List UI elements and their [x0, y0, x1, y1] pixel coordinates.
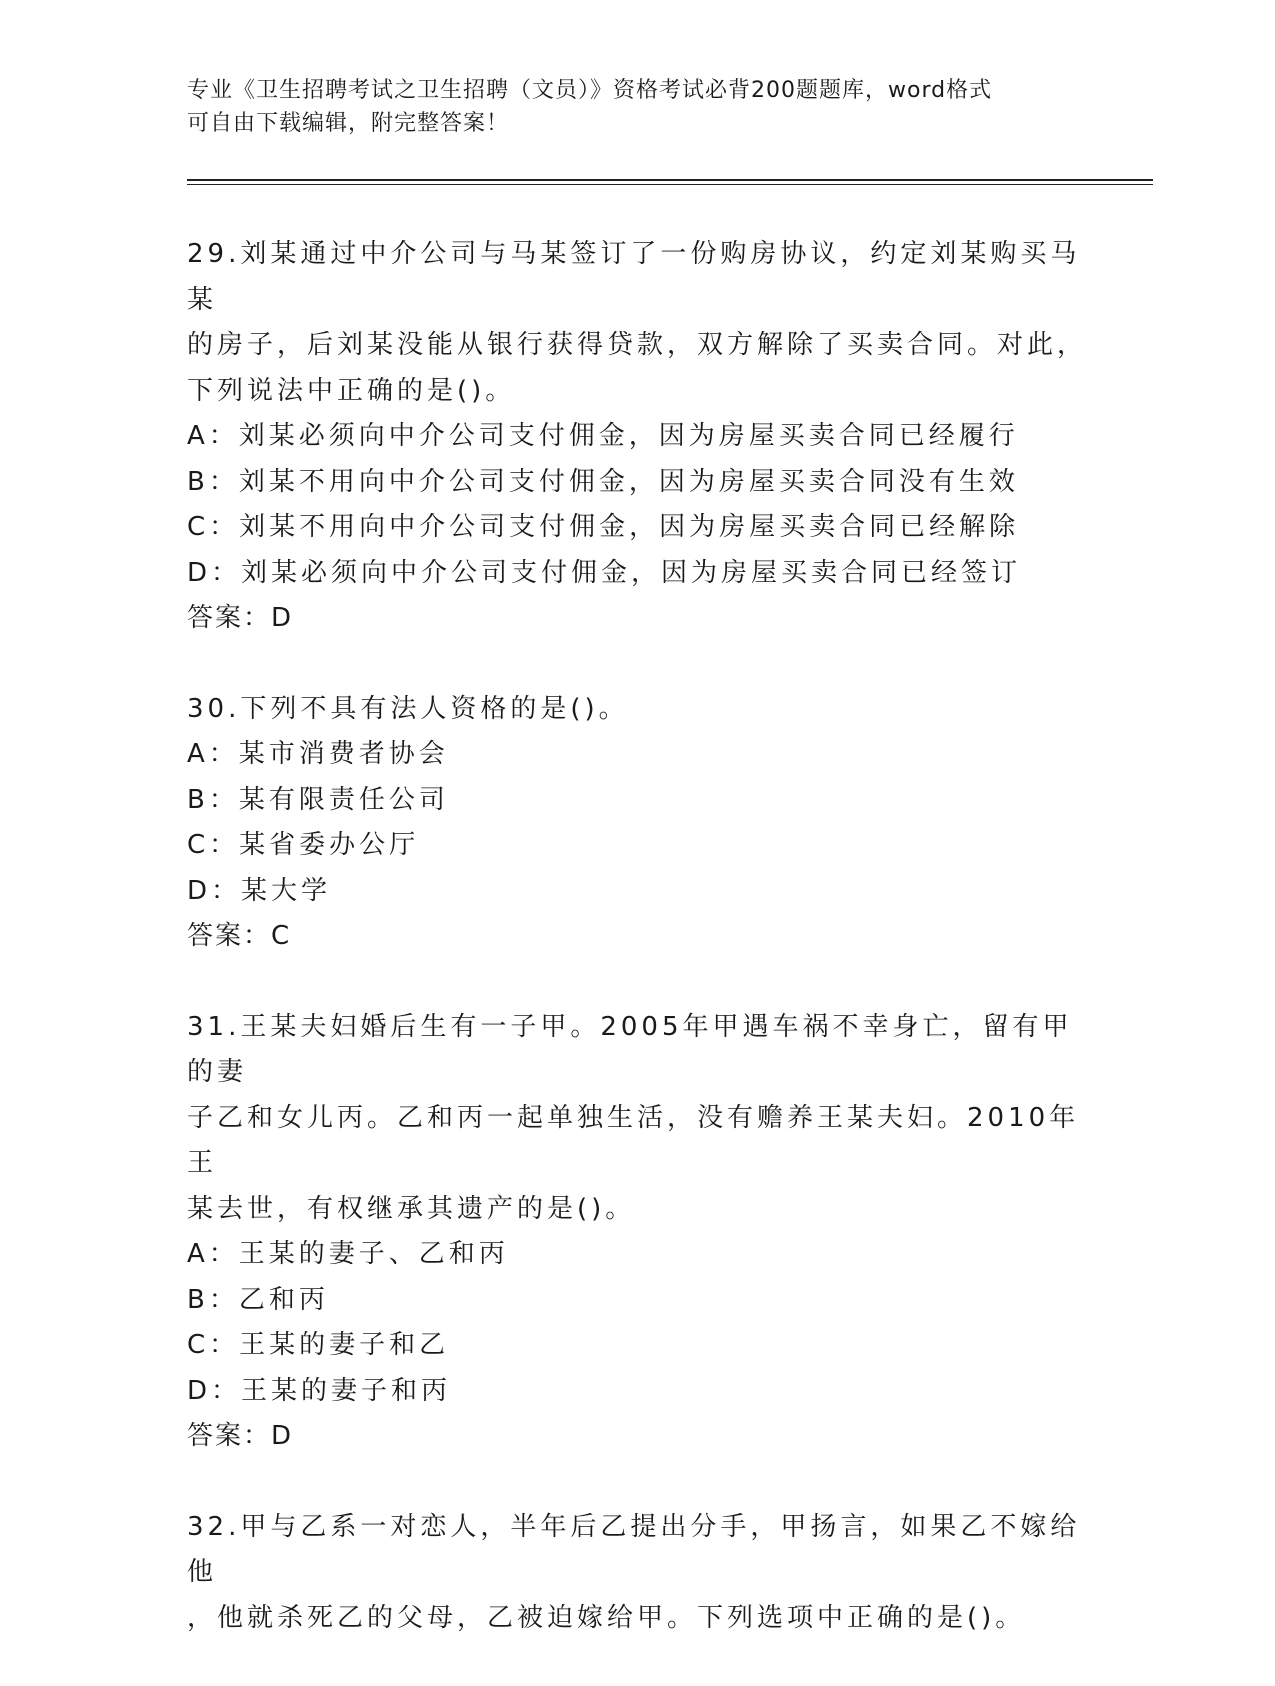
option-d: D：刘某必须向中介公司支付佣金，因为房屋买卖合同已经签订: [187, 557, 1022, 588]
question-29: [187, 232, 1087, 642]
option-c: C：刘某不用向中介公司支付佣金，因为房屋买卖合同已经解除: [187, 512, 1020, 542]
header-line-2: 可自由下载编辑，附完整答案！: [187, 111, 510, 136]
option-b: B：某有限责任公司: [187, 784, 449, 815]
answer: 答案：C: [187, 921, 292, 951]
question-text-line: 29.刘某通过中介公司与马某签订了一份购房协议，约定刘某购买马某: [187, 239, 1081, 315]
option-a: A：王某的妻子、乙和丙: [187, 1239, 509, 1269]
question-text-line: ，他就杀死乙的父母，乙被迫嫁给甲。下列选项中正确的是()。: [187, 1602, 1026, 1633]
header-divider-thick: [187, 179, 1153, 181]
question-text-line: 某去世，有权继承其遗产的是()。: [187, 1193, 636, 1224]
question-30: [187, 687, 1087, 960]
question-text-line: 30.下列不具有法人资格的是()。: [187, 693, 629, 724]
option-c: C：王某的妻子和乙: [187, 1330, 450, 1360]
question-list: [187, 232, 1087, 1686]
question-text-line: 子乙和女儿丙。乙和丙一起单独生活，没有赡养王某夫妇。2010年王: [187, 1102, 1080, 1178]
option-b: B：乙和丙: [187, 1284, 329, 1315]
option-b: B：刘某不用向中介公司支付佣金，因为房屋买卖合同没有生效: [187, 466, 1019, 497]
question-text-line: 的房子，后刘某没能从银行获得贷款，双方解除了买卖合同。对此，: [187, 330, 1088, 360]
option-d: D：王某的妻子和丙: [187, 1375, 452, 1406]
option-a: A：刘某必须向中介公司支付佣金，因为房屋买卖合同已经履行: [187, 421, 1019, 451]
answer: 答案：D: [187, 1421, 294, 1451]
option-c: C：某省委办公厅: [187, 830, 420, 860]
question-text-line: 31.王某夫妇婚后生有一子甲。2005年甲遇车祸不幸身亡，留有甲的妻: [187, 1011, 1073, 1087]
question-text-line: 32.甲与乙系一对恋人，半年后乙提出分手，甲扬言，如果乙不嫁给他: [187, 1511, 1081, 1587]
header-line-1: 专业《卫生招聘考试之卫生招聘（文员）》资格考试必背200题题库，word格式: [187, 78, 993, 103]
question-31: [187, 1005, 1087, 1460]
answer: 答案：D: [187, 603, 294, 633]
option-d: D：某大学: [187, 875, 332, 906]
document-header: [187, 74, 1087, 140]
question-text-line: 下列说法中正确的是()。: [187, 375, 516, 406]
option-a: A：某市消费者协会: [187, 739, 449, 769]
header-divider-thin: [187, 184, 1153, 185]
question-32: [187, 1505, 1087, 1642]
